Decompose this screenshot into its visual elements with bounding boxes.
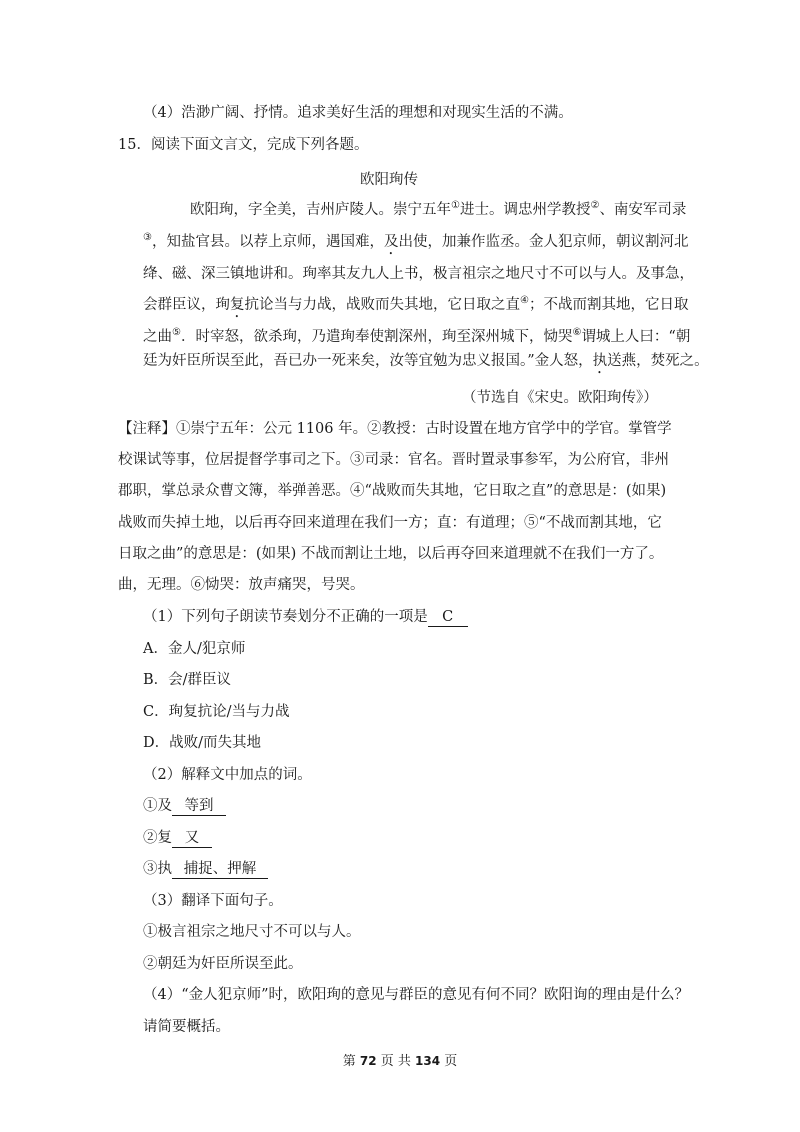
passage-title: 欧阳珣传 <box>360 172 418 188</box>
passage-source: （节选自《宋史。欧阳珣传》） <box>462 390 658 406</box>
passage-line-3: 绛、磁、深三镇地讲和。珣率其友九人上书，极言祖宗之地尺寸不可以与人。及事急， <box>143 266 694 282</box>
annotation-line-2: 校课试等事，位居提督学事司之下。③司录：官名。晋时置录事参军，为公府官，非州 <box>118 452 669 468</box>
note-marker-4: ④ <box>520 295 529 307</box>
passage-line-1: 欧阳珣，字全美，吉州庐陵人。崇宁五年①进士。调忠州学教授②、南安军司录 <box>190 200 687 218</box>
dotted-word-zhi: 执 <box>592 353 608 369</box>
passage-line-5: 之曲⑤．时宰怒，欲杀珣，乃遣珣奉使割深州，珣至深州城下，恸哭⑥谓城上人曰：“朝 <box>143 327 691 345</box>
annotation-line-4: 战败而失掉土地，以后再夺回来道理在我们一方；直：有道理；⑤“不战而割其地，它 <box>118 515 662 531</box>
q3-item-2: ②朝廷为奸臣所误至此。 <box>143 956 303 972</box>
q2-answer-3: 捕捉、押解 <box>172 860 268 879</box>
annotation-line-3: 郡职，掌总录众曹文簿，举弹善恶。④“战败而失其地，它日取之直”的意思是：(如果) <box>118 483 667 499</box>
dotted-word-ji: 及 <box>383 234 399 250</box>
q2-answer-1: 等到 <box>172 797 226 816</box>
annotation-line-1: 【注释】①崇宁五年：公元 1106 年。②教授：古时设置在地方官学中的学官。掌管学 <box>118 421 672 437</box>
note-marker-1: ① <box>451 200 460 212</box>
passage-line-2: ③，知盐官县。以荐上京师，遇国难，及出使，加兼作监丞。金人犯京师，朝议割河北 <box>143 232 689 250</box>
previous-answer-item: （4）浩渺广阔、抒情。追求美好生活的理想和对现实生活的不满。 <box>143 105 573 121</box>
page-footer: 第 72 页 共 134 页 <box>342 1054 458 1069</box>
dotted-word-fu: 复 <box>230 297 245 313</box>
q2-stem: （2）解释文中加点的词。 <box>143 767 312 783</box>
q2-item-3: ③执 捕捉、押解 <box>143 859 268 879</box>
q2-answer-2: 又 <box>172 829 212 848</box>
q1-option-c: C．珣复抗论/当与力战 <box>143 704 290 720</box>
question-header <box>118 135 368 155</box>
annotation-line-5: 日取之曲”的意思是：(如果) 不战而割让土地，以后再夺回来道理就不在我们一方了。 <box>118 546 664 562</box>
q2-item-1: ①及 等到 <box>143 796 226 816</box>
q4-stem-line-1: （4）“金人犯京师”时，欧阳珣的意见与群臣的意见有何不同？欧阳询的理由是什么？ <box>143 987 690 1003</box>
q1-stem: （1）下列句子朗读节奏划分不正确的一项是 C <box>143 607 468 627</box>
q3-stem: （3）翻译下面句子。 <box>143 893 283 909</box>
q1-option-b: B．会/群臣议 <box>143 672 232 688</box>
note-marker-2: ② <box>590 200 600 212</box>
question-prompt: 阅读下面文言文，完成下列各题。 <box>150 137 369 153</box>
q1-option-a: A．金人/犯京师 <box>143 641 246 657</box>
q2-item-2: ②复 又 <box>143 828 212 848</box>
current-page-number: 72 <box>359 1054 377 1068</box>
q4-stem-line-2: 请简要概括。 <box>143 1019 230 1035</box>
note-marker-3: ③ <box>143 232 152 244</box>
q1-answer: C <box>428 608 468 627</box>
q1-option-d: D．战败/而失其地 <box>143 735 262 751</box>
question-number: 15． <box>118 137 151 153</box>
total-page-count: 134 <box>415 1054 441 1068</box>
passage-line-6: 廷为奸臣所误至此，吾已办一死来矣，汝等宜勉为忠义报国。”金人怒，执送燕，焚死之。 <box>143 353 709 369</box>
annotation-line-6: 曲，无理。⑥恸哭：放声痛哭，号哭。 <box>118 577 365 593</box>
q3-item-1: ①极言祖宗之地尺寸不可以与人。 <box>143 924 361 940</box>
passage-line-4: 会群臣议，珣复抗论当与力战，战败而失其地，它日取之直④；不战而割其地，它日取 <box>143 295 689 313</box>
note-marker-6: ⑥ <box>572 327 582 339</box>
note-marker-5: ⑤ <box>172 327 181 339</box>
